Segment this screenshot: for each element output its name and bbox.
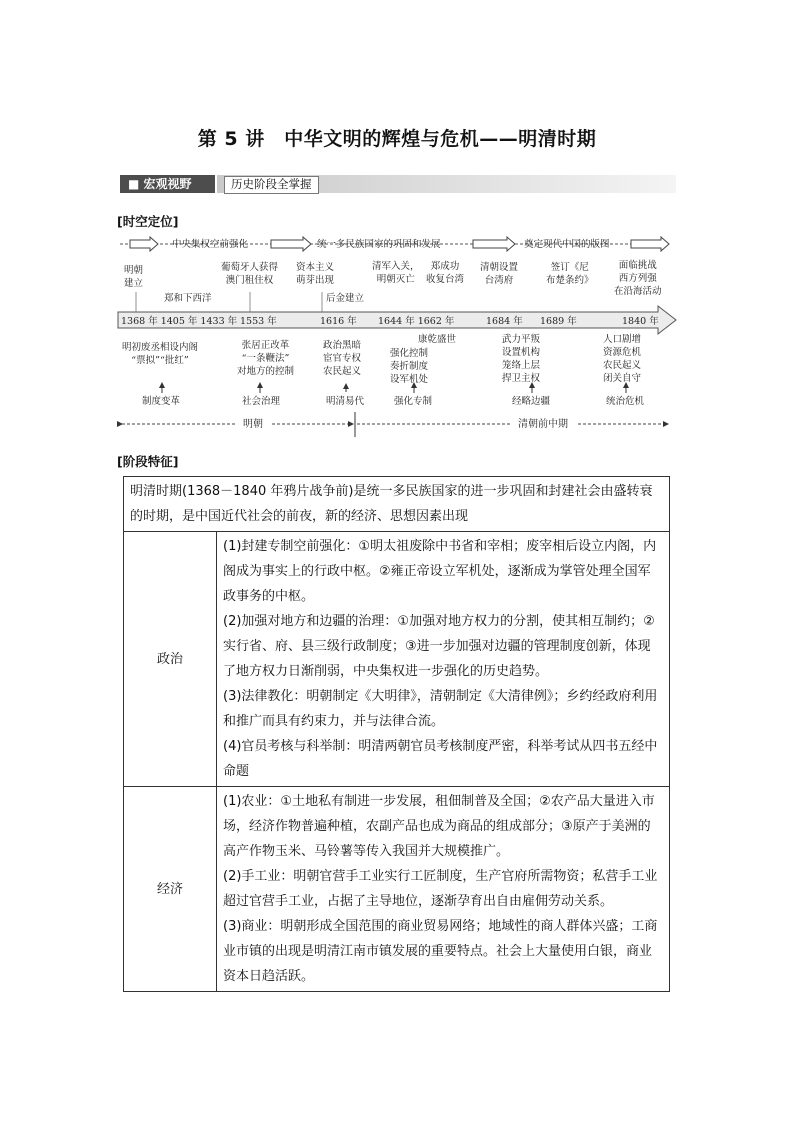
content-paragraph: (1)封建专制空前强化：①明太祖废除中书省和宰相；废宰相后设立内阁，内阁成为事实上的行政中枢。②雍正帝设立军机处，逐渐成为掌管处理全国军政事务的中枢。 [223,539,657,604]
timeline-year: 1689 年 [540,316,577,327]
timeline-theme: 明清易代 [326,396,365,407]
banner-tag: ■ 宏观视野 [120,175,215,193]
timeline-detail: 张居正改革 “一条鞭法” 对地方的控制 [237,340,295,377]
timeline-event: 面临挑战 西方列强 在沿海活动 [614,260,662,297]
table-row [124,787,670,992]
timeline-year: 1644 年 1662 年 [378,316,455,327]
phase-label: 统一多民族国家的巩固和发展 [317,239,441,250]
features-section-label: [阶段特征] [117,454,179,469]
phase-label: 中央集权空前强化 [172,239,249,250]
era-label: 明朝 [243,419,263,430]
timeline-detail: 康乾盛世 [418,334,457,345]
content-paragraph: (1)农业：①土地私有制进一步发展，租佃制普及全国；②农产品大量进入市场，经济作物普遍种植，农副产品也成为商品的组成部分；③原产于美洲的高产作物玉米、马铃薯等传入我国并大规模推广。 [223,794,655,859]
table-category: 经济 [124,787,217,992]
timeline-year: 1840 年 [622,316,659,327]
table-category: 政治 [124,532,217,787]
timeline-event: 清军入关， 明朝灭亡 [372,261,420,285]
timeline-event: 签订《尼 布楚条约》 [546,262,594,286]
page-title: 第 5 讲 中华文明的辉煌与危机——明清时期 [197,128,597,150]
phase-arrow-icon [130,237,158,251]
timeline-event: 明朝 建立 [124,265,144,289]
phase-arrow-icon [271,237,311,251]
timeline-theme: 统治危机 [606,396,645,407]
table-row [124,477,670,532]
timeline-year: 1368 年 1405 年 1433 年 [121,316,238,327]
timeline-event: 郑和下西洋 [164,293,212,304]
timeline-theme: 强化专制 [394,396,433,407]
phase-label: 奠定现代中国的版图 [524,239,610,250]
timeline-event: 葡萄牙人获得 澳门租住权 [221,262,279,286]
timeline-year: 1553 年 [240,316,277,327]
content-paragraph: (3)商业：明朝形成全国范围的商业贸易网络；地域性的商人群体兴盛；工商业市镇的出现是明清江南市镇发展的重要特点。社会上大量使用白银，商业资本日趋活跃。 [223,919,658,984]
phase-arrow-icon [473,237,515,251]
phase-arrow-icon [631,237,669,251]
timeline-theme: 社会治理 [242,396,281,407]
content-paragraph: (2)手工业：明朝官营手工业实行工匠制度，生产官府所需物资；私营手工业超过官营手工业，占据了主导地位，逐渐孕育出自由雇佣劳动关系。 [223,869,658,909]
timeline-theme: 经略边疆 [512,396,551,407]
timeline-theme: 制度变革 [142,396,181,407]
features-table [123,476,670,992]
content-paragraph: (3)法律教化：明朝制定《大明律》，清朝制定《大清律例》；乡约经政府利用和推广而具有约束力，并与法律合流。 [223,689,658,729]
timeline-event: 清朝设置 台湾府 [480,262,519,286]
timeline-detail: 强化控制 奏折制度 设军机处 [390,348,429,385]
timeline-year: 1616 年 [320,316,357,327]
timeline-event: 郑成功 收复台湾 [426,261,465,285]
timeline-detail: 武力平叛 设置机构 笼络上层 捍卫主权 [502,334,541,384]
timeline-section-label: [时空定位] [117,214,179,229]
timeline-year: 1684 年 [486,316,523,327]
table-row [124,532,670,787]
banner-label: 历史阶段全掌握 [224,176,319,194]
timeline-detail: 政治黑暗 宦官专权 农民起义 [323,340,362,377]
table-content [217,532,670,787]
table-intro: 明清时期(1368－1840 年鸦片战争前)是统一多民族国家的进一步巩固和封建社会由盛转衰的时期，是中国近代社会的前夜，新的经济、思想因素出现 [124,477,670,532]
timeline-detail: 人口剧增 资源危机 农民起义 闭关自守 [603,334,642,384]
table-content [217,787,670,992]
era-label: 清朝前中期 [518,419,568,430]
timeline-detail: 明初废丞相设内阁 “票拟”“批红” [122,342,199,366]
timeline-event: 后金建立 [326,293,365,304]
content-paragraph: (2)加强对地方和边疆的治理：①加强对地方权力的分割，使其相互制约；②实行省、府、县三级行政制度；③进一步加强对边疆的管理制度创新，体现了地方权力日渐削弱，中央集权进一步强化的历史趋势。 [223,614,655,679]
content-paragraph: (4)官员考核与科举制：明清两朝官员考核制度严密，科举考试从四书五经中命题 [223,739,658,779]
timeline-event: 资本主义 萌芽出现 [296,262,335,286]
